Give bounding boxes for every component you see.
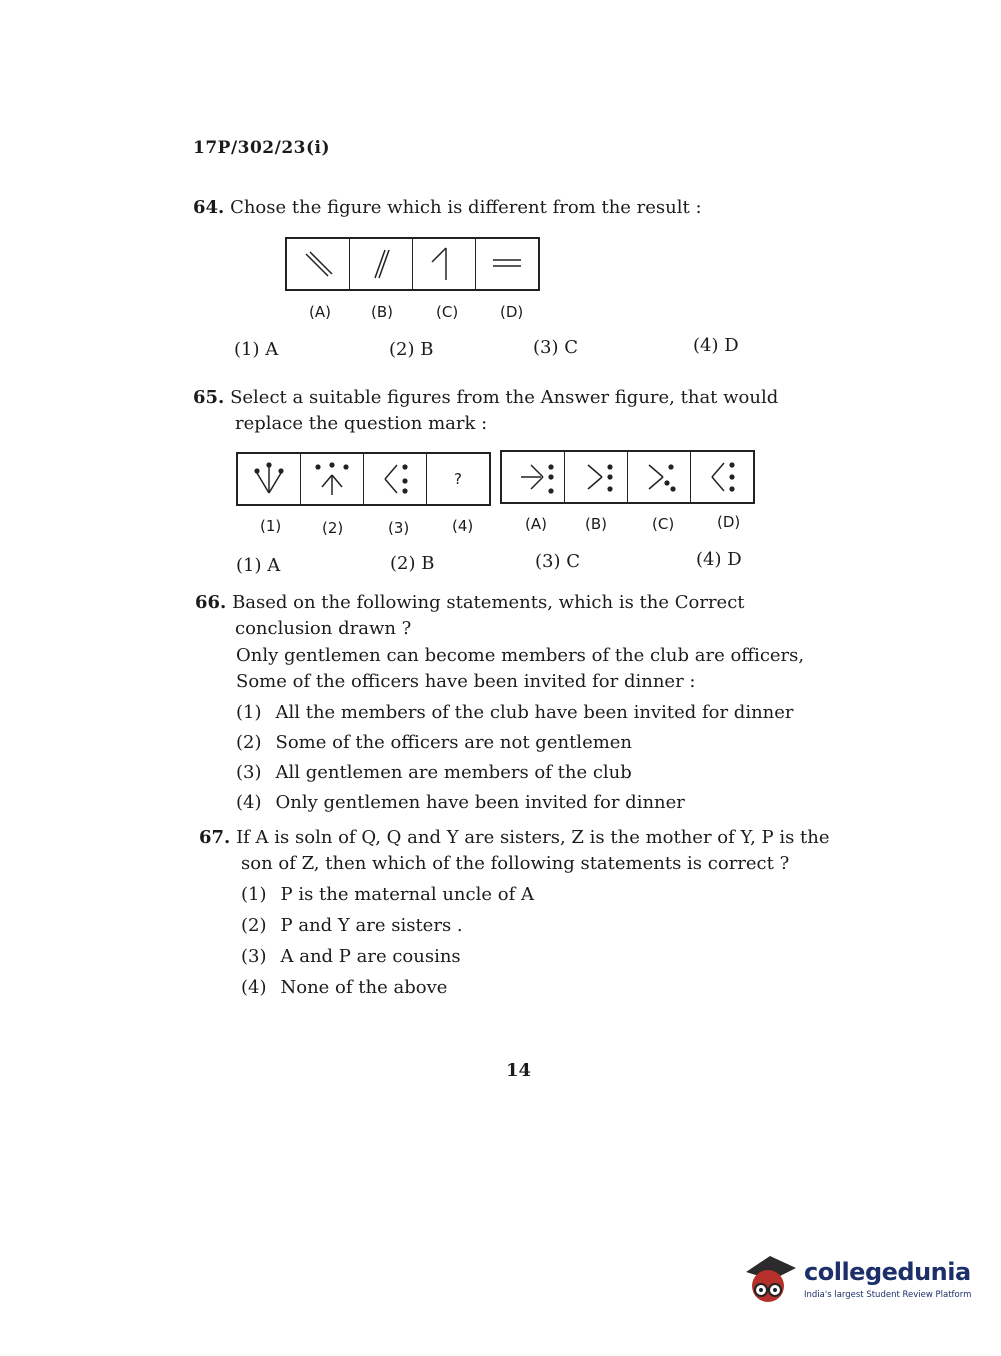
q65-answer-label-a: (A): [525, 515, 547, 533]
q65-option-2: (2) B: [390, 553, 435, 574]
q66-options: [236, 698, 836, 818]
option-text: All the members of the club have been invited for dinner: [275, 702, 794, 723]
q65-answer-a: [502, 452, 565, 502]
page-number: 14: [506, 1060, 532, 1081]
q64-figure-c: [413, 239, 476, 289]
q65-answer-c: [628, 452, 691, 502]
q64-label-d: (D): [500, 303, 524, 321]
option-number: (2): [236, 732, 262, 753]
question-text: Chose the figure which is different from the result :: [230, 197, 702, 218]
q64-figure-d: [476, 239, 538, 289]
q67-options: [241, 879, 841, 1003]
option-text: Only gentlemen have been invited for dinner: [275, 792, 685, 813]
q64-label-b: (B): [371, 303, 393, 321]
option-number: (1): [241, 884, 267, 905]
q67-option-3: [241, 941, 841, 972]
q65-answer-d: [691, 452, 753, 502]
q65-option-3: (3) C: [535, 551, 580, 572]
question-text-line2: replace the question mark :: [235, 413, 488, 434]
q64-option-1: (1) A: [234, 339, 279, 360]
q67-option-2: [241, 910, 841, 941]
question-number: 65.: [193, 387, 225, 408]
q65-problem-label-1: (1): [260, 517, 282, 535]
option-number: (2): [241, 915, 267, 936]
question-64: [193, 195, 702, 221]
option-text: P is the maternal uncle of A: [280, 884, 534, 905]
question-text-line1: If A is soln of Q, Q and Y are sisters, Z is the mother of Y, P is the: [236, 827, 830, 848]
brand-tagline: India's largest Student Review Platform: [804, 1290, 972, 1300]
question-number: 67.: [199, 827, 231, 848]
brand-name: collegedunia: [804, 1258, 971, 1286]
q66-option-1: [236, 698, 836, 728]
option-text: None of the above: [280, 977, 448, 998]
q66-option-4: [236, 788, 836, 818]
q65-problem-3: [364, 454, 427, 504]
option-number: (3): [241, 946, 267, 967]
q64-option-2: (2) B: [389, 339, 434, 360]
option-number: (3): [236, 762, 262, 783]
q66-option-3: [236, 758, 836, 788]
mascot-icon: [742, 1250, 800, 1310]
q65-problem-label-4: (4): [452, 517, 474, 535]
statement-line1: Only gentlemen can become members of the club are officers,: [236, 645, 805, 666]
q65-problem-figures: [236, 452, 491, 506]
q64-label-c: (C): [436, 303, 459, 321]
q67-option-4: [241, 972, 841, 1003]
question-65: [193, 385, 833, 437]
q65-problem-label-3: (3): [388, 519, 410, 537]
question-text-line1: Select a suitable figures from the Answer figure, that would: [230, 387, 779, 408]
q65-problem-2: [301, 454, 364, 504]
q67-option-1: [241, 879, 841, 910]
question-text-line2: conclusion drawn ?: [235, 618, 412, 639]
q65-answer-figures: [500, 450, 755, 504]
paper-code: 17P/302/23(i): [193, 138, 331, 158]
question-67: [199, 825, 839, 877]
q64-option-3: (3) C: [533, 337, 578, 358]
q64-label-a: (A): [309, 303, 331, 321]
q65-problem-4: [427, 454, 489, 504]
q65-option-4: (4) D: [696, 549, 742, 570]
option-text: P and Y are sisters .: [280, 915, 463, 936]
question-text-line1: Based on the following statements, which is the Correct: [232, 592, 745, 613]
question-number: 64.: [193, 197, 225, 218]
option-number: (4): [241, 977, 267, 998]
option-text: Some of the officers are not gentlemen: [275, 732, 633, 753]
option-number: (1): [236, 702, 262, 723]
q64-figure-a: [287, 239, 350, 289]
q64-figure-b: [350, 239, 413, 289]
option-text: A and P are cousins: [280, 946, 461, 967]
q65-answer-label-b: (B): [585, 515, 607, 533]
question-number: 66.: [195, 592, 227, 613]
q65-problem-1: [238, 454, 301, 504]
q66-statements: [236, 643, 836, 695]
statement-line2: Some of the officers have been invited for dinner :: [236, 671, 696, 692]
q65-answer-label-d: (D): [717, 513, 741, 531]
q64-figure-row: [285, 237, 540, 291]
q66-option-2: [236, 728, 836, 758]
question-66: [195, 590, 835, 642]
q65-answer-b: [565, 452, 628, 502]
option-number: (4): [236, 792, 262, 813]
question-mark: ?: [454, 470, 462, 488]
question-text-line2: son of Z, then which of the following statements is correct ?: [241, 853, 790, 874]
q65-answer-label-c: (C): [652, 515, 675, 533]
collegedunia-logo: [742, 1250, 972, 1310]
option-text: All gentlemen are members of the club: [275, 762, 632, 783]
q65-problem-label-2: (2): [322, 519, 344, 537]
q64-option-4: (4) D: [693, 335, 739, 356]
q65-option-1: (1) A: [236, 555, 281, 576]
